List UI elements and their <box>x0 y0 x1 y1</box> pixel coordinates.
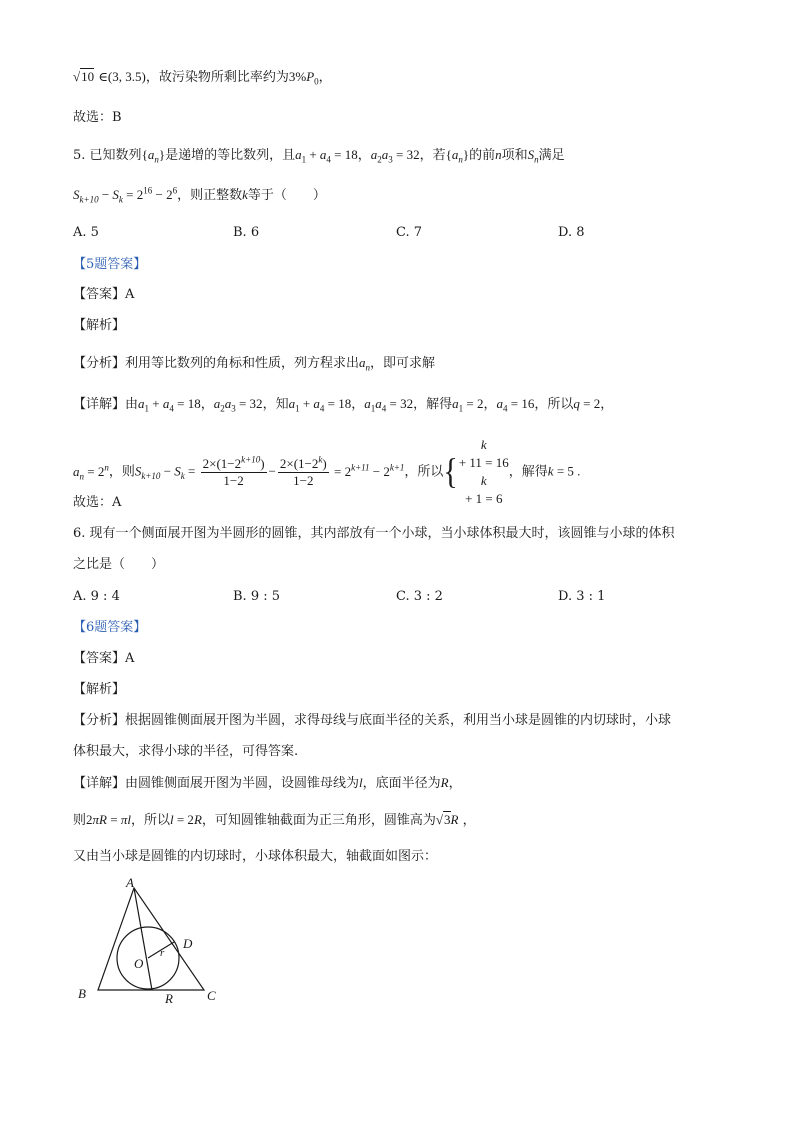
q6-option-b: B. 9 : 5 <box>233 589 281 604</box>
q6-analysis-heading: 【解析】 <box>73 682 126 697</box>
altitude-ad <box>134 888 152 990</box>
q5-xiangjie-line2: $a_n = 2^n$，则$S_{k+10} - S_k$ = $\frac{2\times(1-2^{k+10})}{1-2}$ − $\frac{2\times(1-2^k)}{1-2}$ = $2^{k+11} - 2^{k+1}$，所以{ k + 11 = 16 k + 1 = 6 ，解得k = 5 . <box>73 437 581 506</box>
q5-stem-line1: 5. 已知数列$\{a_n\}$是递增的等比数列，且$a_1 + a_4 = 18$，$a_2a_3 = 32$，若$\{a_n\}$的前n项和$S_n$满足 <box>73 147 565 165</box>
q6-fenxi-line1: 【分析】根据圆锥侧面展开图为半圆，求得母线与底面半径的关系，利用当小球是圆锥的内切球时，小球 <box>73 713 672 728</box>
q5-answer: 【答案】A <box>73 287 135 302</box>
q5-option-a: A. 5 <box>73 225 99 240</box>
q5-fenxi: 【分析】利用等比数列的角标和性质，列方程求出$a_n$，即可求解 <box>73 355 436 373</box>
q6-answer-tag: 【6题答案】 <box>73 620 147 635</box>
q5-xiangjie-line1: 【详解】由$a_1 + a_4 = 18$，$a_2a_3 = 32$，知$a_1 + a_4 = 18$，$a_1a_4 = 32$，解得$a_1 = 2$，$a_4 = 16$，所以q = 2， <box>73 396 614 414</box>
label-d: D <box>183 936 193 951</box>
q5-option-c: C. 7 <box>396 225 423 240</box>
label-a: A <box>126 876 134 890</box>
label-r-big: R <box>165 991 173 1006</box>
answer-choice-prev: 故选：B <box>73 110 122 125</box>
q6-stem-line1: 6. 现有一个侧面展开图为半圆形的圆锥，其内部放有一个小球，当小球体积最大时，该圆锥与小球的体积 <box>73 526 675 541</box>
q6-option-a: A. 9 : 4 <box>73 589 120 604</box>
q5-analysis-heading: 【解析】 <box>73 318 126 333</box>
q6-xiangjie-line2: 则2πR = πl，所以l = 2R，可知圆锥轴截面为正三角形，圆锥高为√3R ， <box>73 812 476 828</box>
label-o: O <box>134 956 144 971</box>
q6-option-c: C. 3 : 2 <box>396 589 443 604</box>
q6-option-d: D. 3 : 1 <box>558 589 606 604</box>
q5-answer-choice: 故选：A <box>73 495 122 510</box>
q6-xiangjie-line1: 【详解】由圆锥侧面展开图为半圆，设圆锥母线为l，底面半径为R， <box>73 775 462 791</box>
q5-option-b: B. 6 <box>233 225 260 240</box>
cone-cross-section-figure <box>68 876 248 1016</box>
q5-stem-line2: $S_{k+10} - S_k = 2^{16} - 2^6$，则正整数k等于（ ） <box>73 185 326 205</box>
label-c: C <box>207 988 216 1003</box>
label-b: B <box>78 986 86 1001</box>
q6-fenxi-line2: 体积最大，求得小球的半径，可得答案. <box>73 744 299 759</box>
q6-xiangjie-line3: 又由当小球是圆锥的内切球时，小球体积最大，轴截面如图示： <box>73 849 438 864</box>
line-remaining-ratio: √10 ∈(3, 3.5)，故污染物所剩比率约为$3\%P_0$， <box>73 69 332 87</box>
q6-stem-line2: 之比是（ ） <box>73 557 165 572</box>
q5-answer-tag: 【5题答案】 <box>73 257 147 272</box>
label-r-small: r <box>160 947 165 959</box>
q6-answer: 【答案】A <box>73 651 135 666</box>
q5-option-d: D. 8 <box>558 225 585 240</box>
